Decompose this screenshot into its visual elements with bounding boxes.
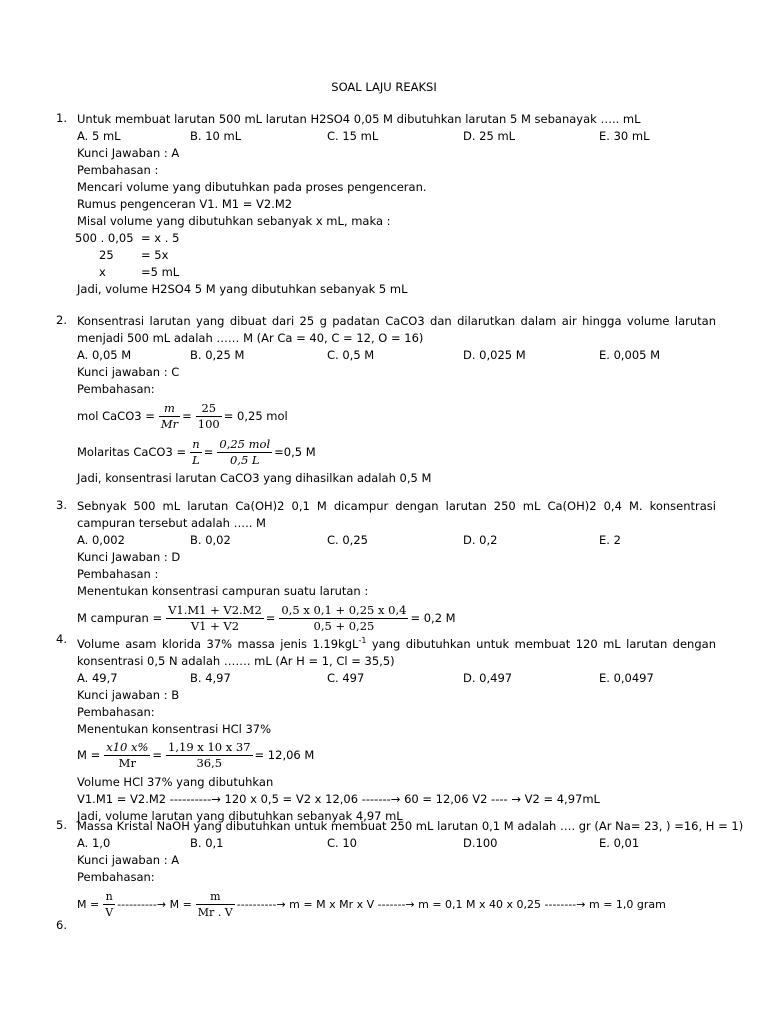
numerator: 0,5 x 0,1 + 0,25 x 0,4 <box>281 602 407 617</box>
question-text: Konsentrasi larutan yang dibuat dari 25 g padatan CaCO3 dan dilarutkan dalam air hingga volume larutan menjadi 500 mL adalah …… M (Ar Ca = 40, C = 12, O = 16) <box>77 314 716 345</box>
equals: = <box>182 408 192 423</box>
page-title: SOAL LAJU REAKSI <box>331 80 437 94</box>
question-text <box>77 632 716 670</box>
option-b: B. 0,02 <box>190 533 231 547</box>
discussion-label: Pembahasan: <box>77 704 155 719</box>
option-c: C. 497 <box>327 670 365 685</box>
option-b: B. 0,1 <box>190 836 224 850</box>
question-3 <box>56 498 716 636</box>
option-d: D. 0,025 M <box>463 348 526 362</box>
formula-concentration <box>77 738 716 774</box>
fraction <box>159 401 180 432</box>
question-number: 3. <box>56 498 67 512</box>
numerator: m <box>196 889 235 905</box>
formula-step: ----------→ m = M x Mr x V -------→ m = 0,1 M x 40 x 0,25 --------→ m = 1,0 gram <box>236 897 666 911</box>
formula-molarity <box>77 434 716 470</box>
explanation-line: Volume HCl 37% yang dibutuhkan <box>77 774 274 789</box>
explanation-line: V1.M1 = V2.M2 ----------→ 120 x 0,5 = V2 x 12,06 -------→ 60 = 12,06 V2 ---- → V2 = 4,97mL <box>77 791 600 806</box>
numerator: V1.M1 + V2.M2 <box>168 602 262 617</box>
denominator: Mr . V <box>197 905 233 919</box>
discussion-label: Pembahasan : <box>77 163 159 177</box>
explanation-line: Misal volume yang dibutuhkan sebanyak x mL, maka : <box>77 214 391 228</box>
calc-right: = 5x <box>141 248 169 262</box>
calc-left: x <box>99 265 106 279</box>
question-number: 6. <box>56 918 67 932</box>
answer-key: Kunci jawaban : B <box>77 687 180 702</box>
option-d: D. 25 mL <box>463 129 516 143</box>
denominator: Mr <box>160 416 179 431</box>
answer-key: Kunci jawaban : C <box>77 365 180 379</box>
denominator: 0,5 + 0,25 <box>313 618 375 633</box>
formula-result: = 0,2 M <box>410 610 456 625</box>
option-b: B. 4,97 <box>190 670 231 685</box>
formula-result: = 12,06 M <box>254 748 315 763</box>
calc-right: =5 mL <box>141 265 180 279</box>
formula-label: M = <box>77 748 101 763</box>
calc-left: 25 <box>99 248 114 262</box>
option-b: B. 0,25 M <box>190 348 245 362</box>
question-text: Untuk membuat larutan 500 mL larutan H2SO4 0,05 M dibutuhkan larutan 5 M sebanayak ….. mL <box>77 112 641 126</box>
option-e: E. 0,005 M <box>599 348 661 362</box>
discussion-label: Pembahasan : <box>77 567 159 581</box>
discussion-label: Pembahasan: <box>77 870 155 884</box>
answer-key: Kunci jawaban : A <box>77 853 180 867</box>
fraction <box>104 740 150 771</box>
option-d: D. 0,2 <box>463 533 498 547</box>
equals: = <box>203 444 214 459</box>
calc-right: = x . 5 <box>141 231 180 245</box>
question-text: Sebnyak 500 mL larutan Ca(OH)2 0,1 M dicampur dengan larutan 250 mL Ca(OH)2 0,4 M. konsentrasi campuran tersebut adalah ….. M <box>77 499 716 530</box>
formula-mol <box>77 398 716 434</box>
fraction <box>217 437 272 468</box>
denominator: Mr <box>118 756 136 771</box>
fraction <box>166 740 252 771</box>
discussion-label: Pembahasan: <box>77 382 155 396</box>
question-5 <box>56 818 744 922</box>
fraction <box>103 889 115 920</box>
question-text: Massa Kristal NaOH yang dibutuhkan untuk membuat 250 mL larutan 0,1 M adalah …. gr (Ar Na= 23, ) =16, H = 1) <box>77 819 744 833</box>
question-2 <box>56 313 716 487</box>
option-d: D. 0,497 <box>463 670 513 685</box>
question-number: 2. <box>56 313 67 327</box>
formula-step: ----------→ M = <box>117 897 192 911</box>
numerator: n <box>190 437 202 453</box>
option-d: D.100 <box>463 836 498 850</box>
numerator: 1,19 x 10 x 37 <box>168 740 251 755</box>
option-b: B. 10 mL <box>190 129 242 143</box>
formula-label: M = <box>77 897 100 911</box>
numerator: 25 <box>196 401 222 417</box>
numerator: m <box>159 401 180 417</box>
equals: = <box>265 610 276 625</box>
explanation-line: Menentukan konsentrasi HCl 37% <box>77 721 272 736</box>
option-a: A. 0,002 <box>77 533 125 547</box>
option-e: E. 30 mL <box>599 129 650 143</box>
question-1 <box>56 111 716 298</box>
formula-label: Molaritas CaCO3 = <box>77 444 187 459</box>
denominator: 100 <box>197 416 220 431</box>
calc-row <box>75 230 716 247</box>
denominator: V <box>105 905 114 919</box>
denominator: L <box>192 452 200 467</box>
option-e: E. 2 <box>599 533 621 547</box>
question-text-part: yang dibutuhkan untuk membuat 120 mL larutan dengan konsentrasi 0,5 N adalah ……. mL (Ar H = 1, Cl = 35,5) <box>77 636 716 668</box>
explanation-line: Rumus pengenceran V1. M1 = V2.M2 <box>77 197 293 211</box>
option-a: A. 49,7 <box>77 670 118 685</box>
conclusion: Jadi, konsentrasi larutan CaCO3 yang dihasilkan adalah 0,5 M <box>77 471 432 485</box>
option-a: A. 0,05 M <box>77 348 132 362</box>
formula-label: mol CaCO3 = <box>77 408 155 423</box>
conclusion: Jadi, volume larutan yang dibutuhkan sebanyak 4,97 mL <box>77 808 403 823</box>
option-a: A. 1,0 <box>77 836 111 850</box>
answer-key: Kunci Jawaban : A <box>77 146 180 160</box>
options <box>77 835 716 852</box>
option-c: C. 0,25 <box>327 533 368 547</box>
options <box>56 347 716 364</box>
question-text-part: Volume asam klorida 37% massa jenis 1.19kgL <box>77 636 359 651</box>
question-number: 4. <box>56 632 67 646</box>
explanation-line: Mencari volume yang dibutuhkan pada proses pengenceran. <box>77 180 427 194</box>
options <box>77 670 716 687</box>
numerator: x10 x% <box>106 740 149 755</box>
denominator: V1 + V2 <box>190 618 240 633</box>
question-number: 5. <box>56 818 67 832</box>
equals: = <box>152 748 163 763</box>
options <box>77 128 716 145</box>
numerator: 0,25 mol <box>219 436 271 451</box>
option-c: C. 15 mL <box>327 129 379 143</box>
denominator: 0,5 L <box>229 452 260 467</box>
formula-result: =0,5 M <box>274 444 316 459</box>
calc-row <box>77 264 716 281</box>
formula-mixture <box>77 600 716 636</box>
calc-left: 500 . 0,05 <box>75 231 134 245</box>
denominator: 36,5 <box>196 756 223 771</box>
options <box>77 532 716 549</box>
numerator: n <box>103 889 115 905</box>
option-a: A. 5 mL <box>77 129 121 143</box>
fraction <box>166 603 264 634</box>
formula-mass <box>77 886 716 922</box>
explanation-line: Menentukan konsentrasi campuran suatu larutan : <box>77 584 369 598</box>
fraction <box>279 603 408 634</box>
formula-result: = 0,25 mol <box>223 408 288 423</box>
fraction <box>190 437 202 468</box>
fraction <box>196 889 235 920</box>
formula-label: M campuran = <box>77 610 163 625</box>
question-4 <box>56 632 716 825</box>
option-c: C. 0,5 M <box>327 348 375 362</box>
fraction <box>196 401 222 432</box>
option-e: E. 0,01 <box>599 836 640 850</box>
conclusion: Jadi, volume H2SO4 5 M yang dibutuhkan sebanyak 5 mL <box>77 282 408 296</box>
option-c: C. 10 <box>327 836 357 850</box>
superscript: -1 <box>358 636 367 645</box>
option-e: E. 0,0497 <box>599 670 654 685</box>
calc-row <box>77 247 716 264</box>
question-number: 1. <box>56 111 67 125</box>
answer-key: Kunci Jawaban : D <box>77 550 181 564</box>
